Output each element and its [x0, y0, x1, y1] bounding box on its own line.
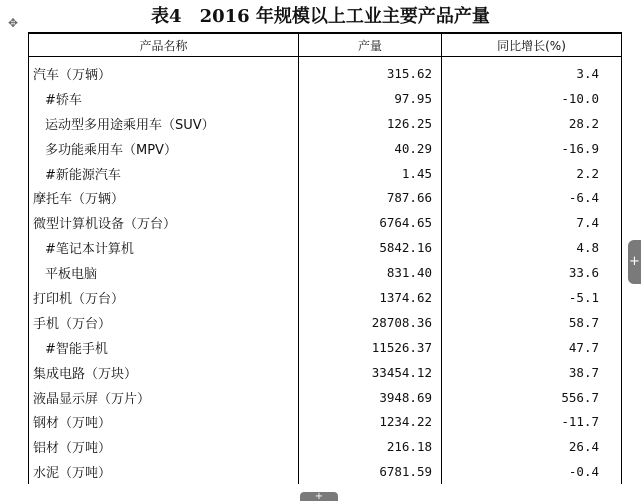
- bottom-expand-button[interactable]: [300, 492, 338, 501]
- header-product-name: 产品名称: [29, 33, 299, 57]
- product-name-cell: 集成电路（万块）: [29, 360, 299, 385]
- product-name-cell: 汽车（万辆）: [29, 57, 299, 86]
- plus-icon: +: [314, 491, 324, 502]
- product-name-cell: 钢材（万吨）: [29, 409, 299, 434]
- table-row: [29, 360, 622, 385]
- output-cell: 40.29: [299, 136, 442, 161]
- product-name-cell: #新能源汽车: [29, 161, 299, 186]
- output-cell: 126.25: [299, 111, 442, 136]
- output-cell: 33454.12: [299, 360, 442, 385]
- growth-cell: -10.0: [442, 86, 622, 111]
- product-name-cell: #轿车: [29, 86, 299, 111]
- table-row: [29, 86, 622, 111]
- output-cell: 216.18: [299, 434, 442, 459]
- table-row: [29, 57, 622, 86]
- growth-cell: 38.7: [442, 360, 622, 385]
- growth-cell: 26.4: [442, 434, 622, 459]
- output-cell: 1234.22: [299, 409, 442, 434]
- move-handle-icon[interactable]: ✥: [7, 16, 19, 30]
- table-row: [29, 185, 622, 210]
- output-cell: 831.40: [299, 260, 442, 285]
- table-header-row: [29, 33, 622, 57]
- product-name-cell: 平板电脑: [29, 260, 299, 285]
- growth-cell: 7.4: [442, 210, 622, 235]
- growth-cell: -5.1: [442, 285, 622, 310]
- table-row: [29, 210, 622, 235]
- header-output: 产量: [299, 33, 442, 57]
- header-growth: 同比增长(%): [442, 33, 622, 57]
- table-row: [29, 111, 622, 136]
- plus-icon: +: [629, 254, 640, 269]
- product-name-cell: 液晶显示屏（万片）: [29, 385, 299, 410]
- product-name-cell: 水泥（万吨）: [29, 459, 299, 484]
- growth-cell: 47.7: [442, 335, 622, 360]
- output-cell: 315.62: [299, 57, 442, 86]
- side-expand-button[interactable]: [628, 240, 641, 284]
- growth-cell: 58.7: [442, 310, 622, 335]
- table-row: [29, 235, 622, 260]
- product-name-cell: #笔记本计算机: [29, 235, 299, 260]
- growth-cell: 4.8: [442, 235, 622, 260]
- table-row: [29, 136, 622, 161]
- table-row: [29, 459, 622, 484]
- table-title: 表4 2016 年规模以上工业主要产品产量: [151, 6, 490, 27]
- growth-cell: -6.4: [442, 185, 622, 210]
- output-cell: 787.66: [299, 185, 442, 210]
- output-cell: 5842.16: [299, 235, 442, 260]
- table-row: [29, 260, 622, 285]
- growth-cell: 33.6: [442, 260, 622, 285]
- table-row: [29, 409, 622, 434]
- growth-cell: -11.7: [442, 409, 622, 434]
- table-row: [29, 335, 622, 360]
- growth-cell: -16.9: [442, 136, 622, 161]
- product-name-cell: 打印机（万台）: [29, 285, 299, 310]
- product-name-cell: 运动型多用途乘用车（SUV）: [29, 111, 299, 136]
- product-name-cell: 手机（万台）: [29, 310, 299, 335]
- growth-cell: 28.2: [442, 111, 622, 136]
- output-cell: 1374.62: [299, 285, 442, 310]
- table-row: [29, 434, 622, 459]
- growth-cell: 556.7: [442, 385, 622, 410]
- growth-cell: 2.2: [442, 161, 622, 186]
- output-cell: 97.95: [299, 86, 442, 111]
- table-row: [29, 385, 622, 410]
- output-cell: 28708.36: [299, 310, 442, 335]
- table-row: [29, 310, 622, 335]
- product-name-cell: 微型计算机设备（万台）: [29, 210, 299, 235]
- product-name-cell: 铝材（万吨）: [29, 434, 299, 459]
- growth-cell: -0.4: [442, 459, 622, 484]
- output-cell: 6781.59: [299, 459, 442, 484]
- product-name-cell: #智能手机: [29, 335, 299, 360]
- output-cell: 3948.69: [299, 385, 442, 410]
- output-cell: 1.45: [299, 161, 442, 186]
- output-cell: 11526.37: [299, 335, 442, 360]
- product-name-cell: 多功能乘用车（MPV）: [29, 136, 299, 161]
- table-row: [29, 285, 622, 310]
- product-name-cell: 摩托车（万辆）: [29, 185, 299, 210]
- production-table: [28, 32, 622, 484]
- growth-cell: 3.4: [442, 57, 622, 86]
- output-cell: 6764.65: [299, 210, 442, 235]
- table-row: [29, 161, 622, 186]
